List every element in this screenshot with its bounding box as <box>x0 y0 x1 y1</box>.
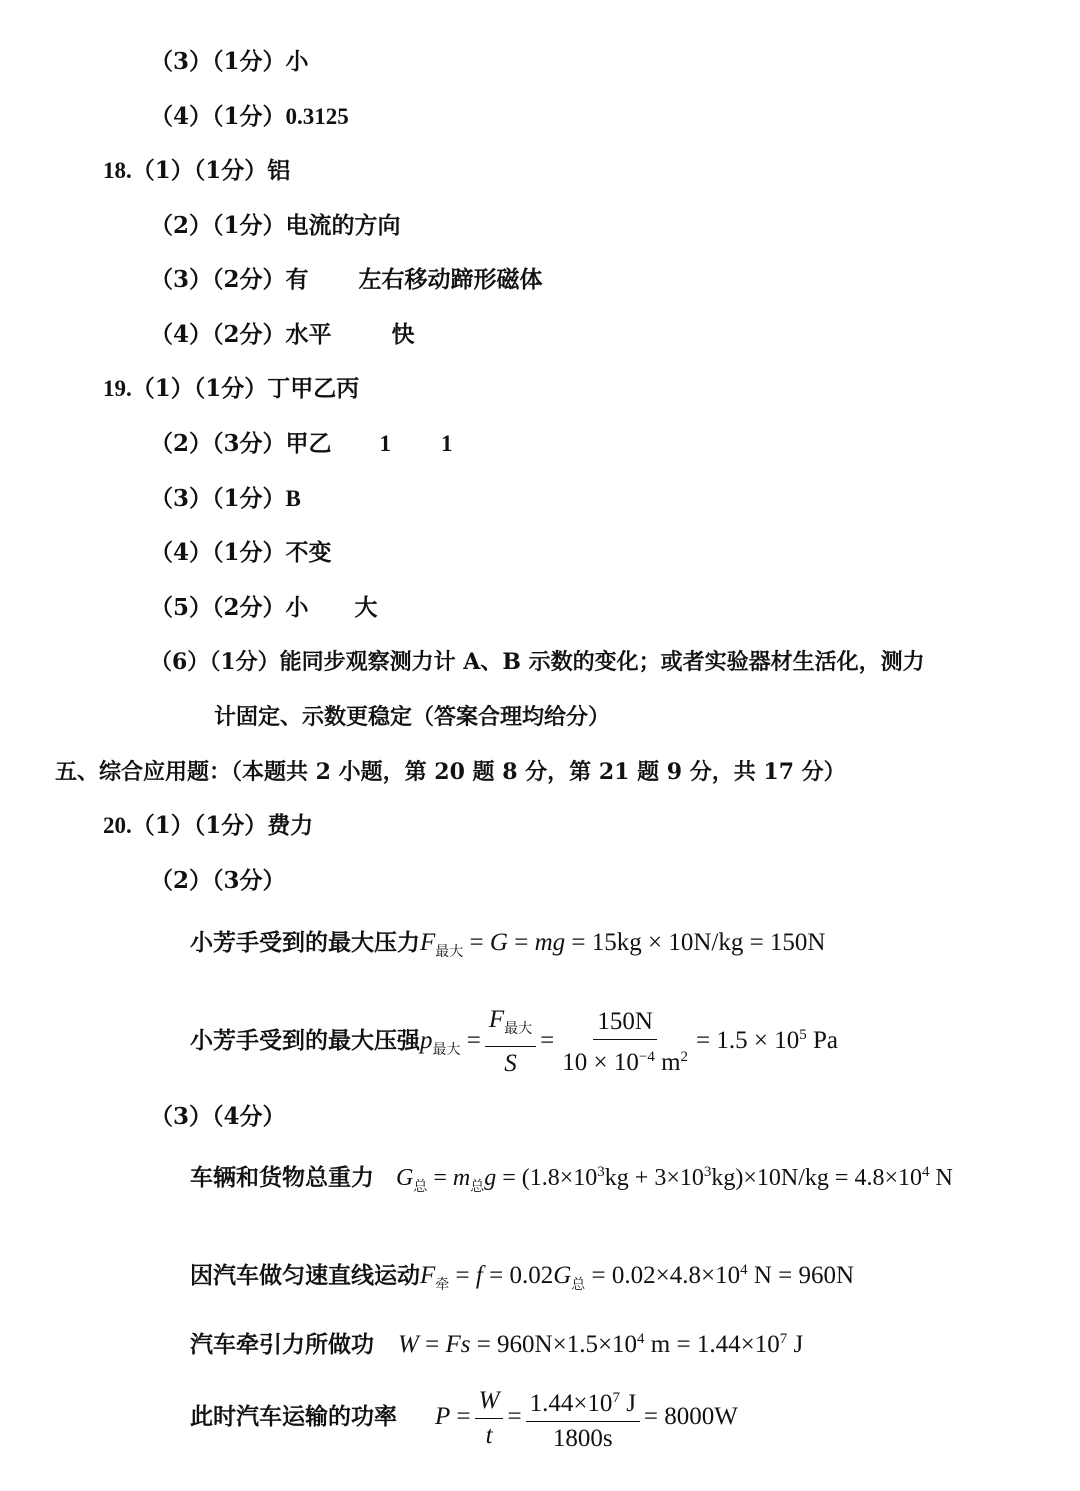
part-number: （5） <box>150 594 213 621</box>
work-formula <box>190 1322 803 1362</box>
traction-force-formula <box>190 1253 854 1302</box>
part-number: （2） <box>150 867 213 894</box>
part-answer: 不变 <box>285 539 332 566</box>
part-answer: 1 <box>441 431 453 456</box>
part-score: （1分） <box>193 157 268 184</box>
formula-expression: $p_{最大}$ = $\frac{F_{最大}}{S}$ = $\frac{150N}{10 \times 10^{-4} m^2}$ = $1.5 \times 10^5$ Pa <box>420 1006 838 1078</box>
part-number: （3） <box>150 1103 213 1130</box>
part-number: （2） <box>150 212 213 239</box>
part-answer: 快 <box>391 321 415 348</box>
q20-part3 <box>150 1102 286 1132</box>
power-formula <box>190 1382 738 1454</box>
part-number: （1） <box>131 157 194 184</box>
q17-part4 <box>150 102 349 132</box>
part-score: （3分） <box>212 430 286 457</box>
q19-part6-continued <box>214 702 610 732</box>
formula-label: 此时汽车运输的功率 <box>190 1403 397 1430</box>
part-answer: 小 <box>285 594 309 621</box>
question-number: 20. <box>103 813 132 838</box>
part-score: （1分） <box>212 485 286 512</box>
part-answer: 1 <box>379 431 392 456</box>
part-number: （1） <box>131 812 194 839</box>
part-answer: B <box>285 486 301 511</box>
part-answer: 水平 <box>285 321 332 348</box>
max-force-formula <box>190 926 825 969</box>
q20-part2 <box>150 866 286 896</box>
part-score: （2分） <box>212 321 286 348</box>
q20-part1 <box>103 811 313 841</box>
q19-part5 <box>150 593 378 623</box>
formula-expression: $G_总 = m_总g = (1.8\times 10^3kg + 3\times 10^3kg)\times 10N/kg = 4.8\times 10^4$ N <box>396 1164 953 1195</box>
q17-part3 <box>150 47 309 77</box>
formula-label: 因汽车做匀速直线运动 <box>190 1262 420 1289</box>
formula-label: 小芳手受到的最大压强 <box>190 1027 420 1054</box>
formula-expression: $F_{最大} = G$ = mg = 15kg × 10N/kg = 150N <box>420 929 826 960</box>
part-number: （6） <box>150 649 210 675</box>
q19-part1 <box>103 374 359 404</box>
q18-part3 <box>150 265 543 295</box>
q19-part3 <box>150 484 301 514</box>
formula-expression: $W = Fs = 960N\times 1.5\times 10^4$ $m = 1.44\times 10^7$ J <box>398 1331 804 1358</box>
part-answer: 左右移动蹄形磁体 <box>358 266 543 293</box>
part-number: （1） <box>131 375 194 402</box>
part-number: （3） <box>150 485 213 512</box>
q19-part4 <box>150 538 332 568</box>
part-answer: 计固定、示数更稳定（答案合理均给分） <box>214 704 611 730</box>
part-score: （3分） <box>212 867 286 894</box>
max-pressure-formula <box>190 1000 838 1078</box>
formula-label: 汽车牵引力所做功 <box>190 1331 374 1358</box>
part-score: （1分） <box>212 48 286 75</box>
formula-label: 车辆和货物总重力 <box>190 1164 374 1191</box>
section-title: 五、综合应用题：（本题共 2 小题，第 20 题 8 分，第 21 题 9 分，共 17 分） <box>55 759 846 785</box>
part-answer: 费力 <box>267 812 314 839</box>
part-answer: 小 <box>285 48 309 75</box>
part-answer: 有 <box>285 266 309 293</box>
part-score: （1分） <box>193 812 268 839</box>
formula-expression: $F_牵 = f = 0.02G_总 = 0.02\times 4.8\times 10^4$ N = 960N <box>420 1262 855 1293</box>
part-answer: 铝 <box>267 157 291 184</box>
question-number: 19. <box>103 376 132 401</box>
q19-part2 <box>150 429 453 459</box>
part-score: （4分） <box>212 1103 286 1130</box>
q19-part6 <box>150 647 925 677</box>
part-answer: 电流的方向 <box>285 212 401 239</box>
part-answer: 丁甲乙丙 <box>267 375 360 402</box>
part-score: （2分） <box>212 266 286 293</box>
q18-part1 <box>103 156 290 186</box>
part-score: （2分） <box>212 594 286 621</box>
part-answer: 甲乙 <box>285 430 332 457</box>
part-score: （1分） <box>209 649 280 675</box>
total-gravity-formula <box>190 1155 953 1204</box>
part-number: （3） <box>150 266 213 293</box>
formula-expression: P = $\frac{W}{t}$ = $\frac{1.44\times 10^7 J}{1800s}$ = 8000W <box>435 1403 738 1430</box>
part-answer: 大 <box>354 594 378 621</box>
part-score: （1分） <box>212 539 286 566</box>
question-number: 18. <box>103 158 132 183</box>
part-number: （4） <box>150 539 213 566</box>
part-score: （1分） <box>212 212 286 239</box>
q18-part2 <box>150 211 401 241</box>
part-score: （1分） <box>212 103 286 130</box>
part-number: （2） <box>150 430 213 457</box>
part-score: （1分） <box>193 375 268 402</box>
part-answer: 能同步观察测力计 A、B 示数的变化；或者实验器材生活化，测力 <box>279 649 925 675</box>
part-answer: 0.3125 <box>285 104 349 129</box>
part-number: （4） <box>150 103 213 130</box>
formula-label: 小芳手受到的最大压力 <box>190 929 420 956</box>
part-number: （3） <box>150 48 213 75</box>
part-number: （4） <box>150 321 213 348</box>
section-heading <box>55 757 846 787</box>
q18-part4 <box>150 320 415 350</box>
